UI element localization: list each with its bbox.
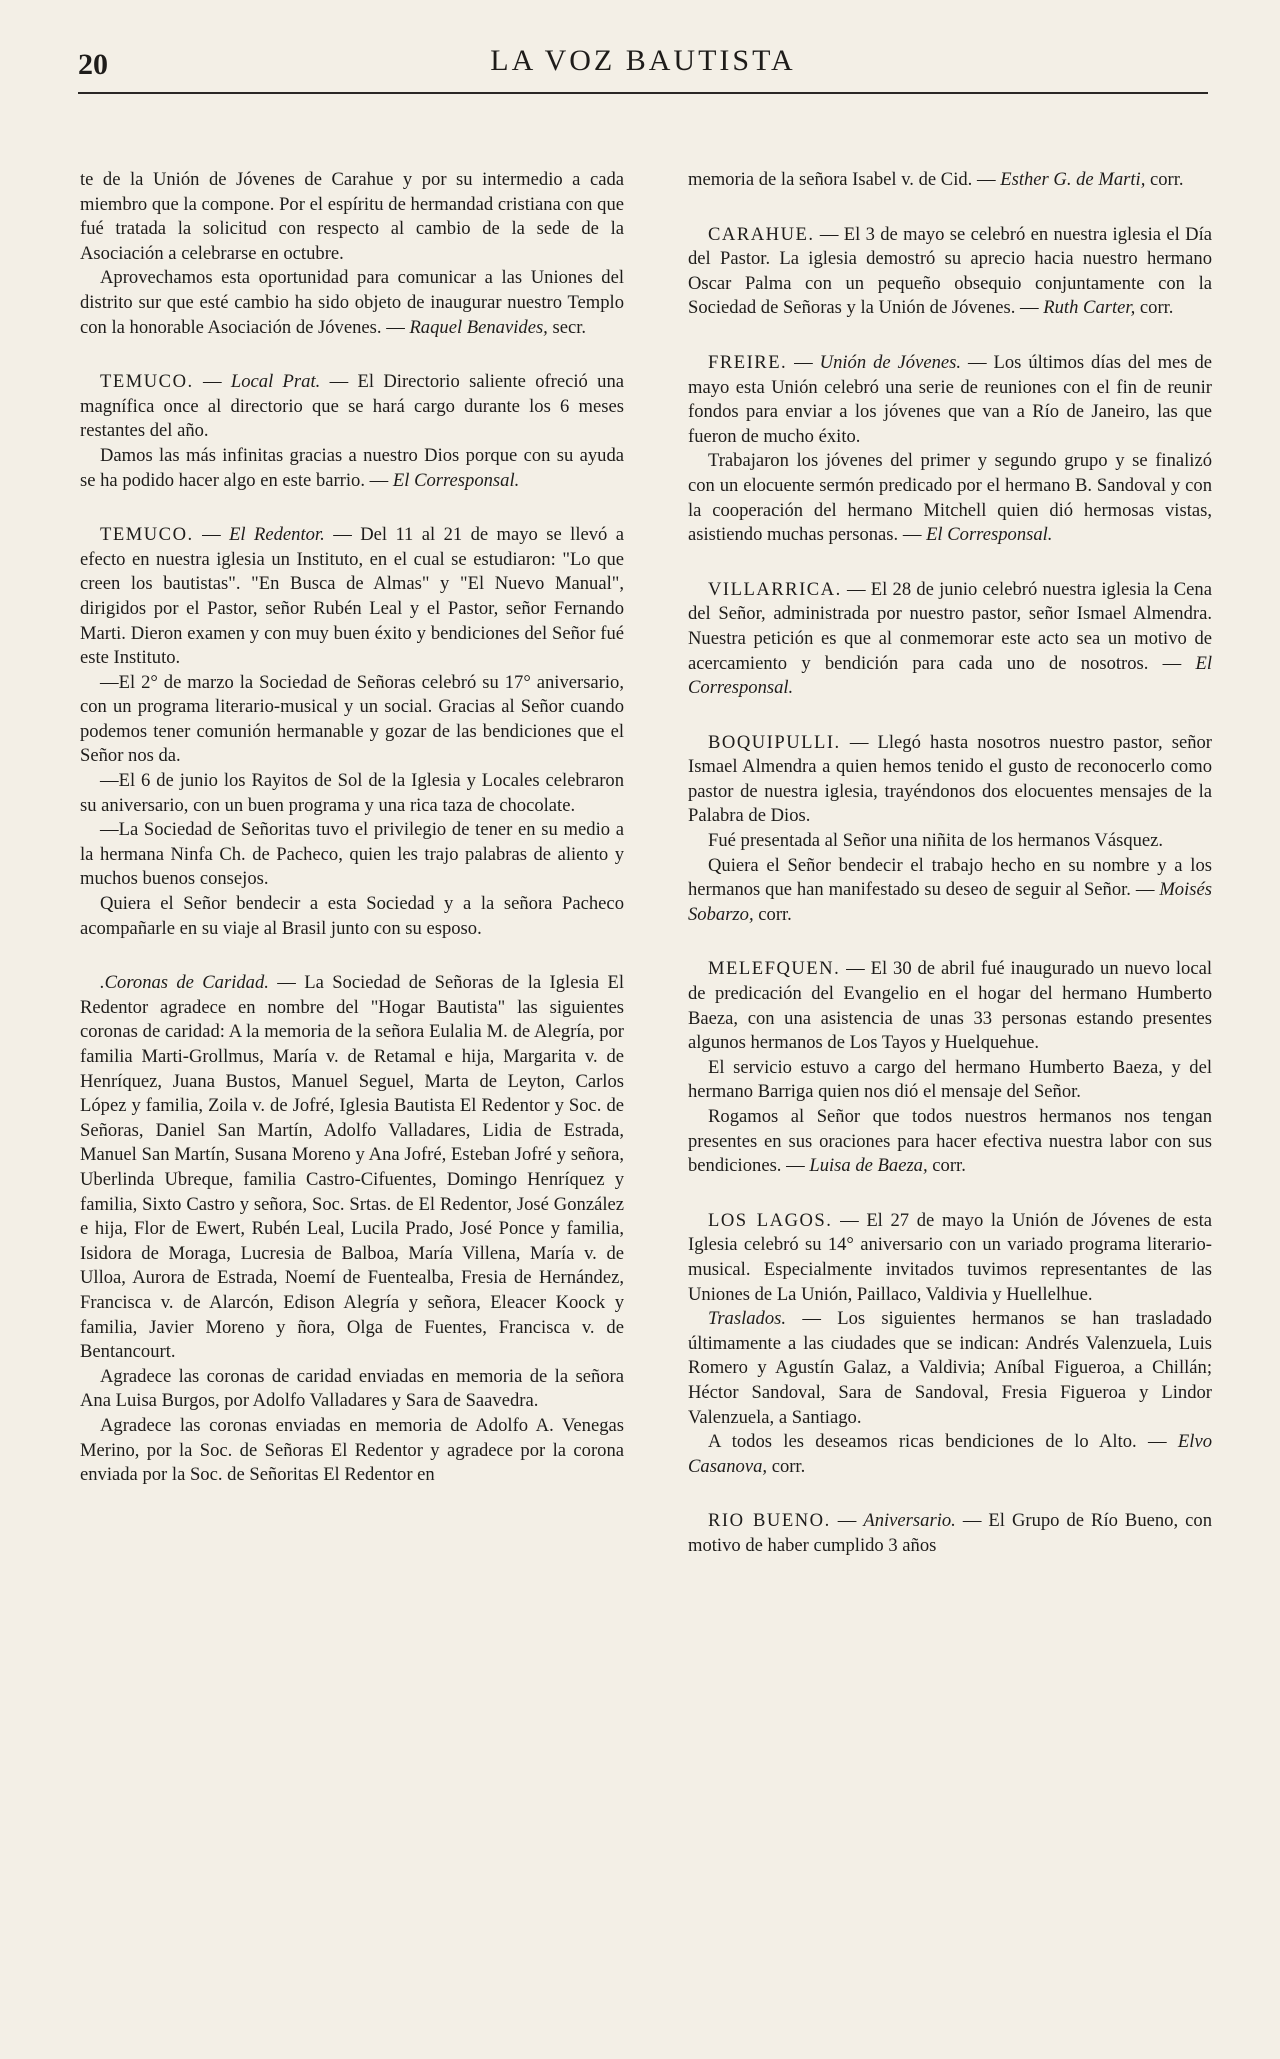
paragraph: memoria de la señora Isabel v. de Cid. — Esther G. de Marti, corr. xyxy=(688,169,1184,190)
paragraph: —El 6 de junio los Rayitos de Sol de la Iglesia y Locales celebraron su aniversario, con un buen programa y una rica taza de chocolate. xyxy=(80,770,624,816)
paragraph: Rogamos al Señor que todos nuestros hermanos nos tengan presentes en sus oraciones para hacer efectiva nuestra labor con sus bendiciones. — Luisa de Baeza, corr. xyxy=(688,1106,1212,1177)
news-item-temuco-local-prat: TEMUCO. — Local Prat. — El Directorio saliente ofreció una magnífica once al directorio que se hará cargo durante los 6 meses restantes del año. xyxy=(80,371,625,442)
paragraph: Fué presentada al Señor una niñita de los hermanos Vásquez. xyxy=(708,830,1164,852)
signature: El Corresponsal. xyxy=(392,469,520,491)
signature: Elvo Casanova, xyxy=(688,1431,1212,1477)
place-heading: CARAHUE. xyxy=(708,223,815,245)
place-heading: MELEFQUEN. xyxy=(708,958,841,980)
signature: Luisa de Baeza, xyxy=(809,1155,928,1177)
signature: Esther G. de Marti, xyxy=(1000,169,1146,190)
paragraph: te de la Unión de Jóvenes de Carahue y por su intermedio a cada miembro que la compone. Por el espíritu de hermandad cristiana con que fué tratada la solicitud con respecto al cambio de la sede de la Asociación a celebrarse en octubre. xyxy=(80,169,624,264)
right-column xyxy=(688,168,1212,1559)
left-column xyxy=(80,168,624,1488)
magazine-title: LA VOZ BAUTISTA xyxy=(490,44,796,77)
signature: Moisés Sobarzo, xyxy=(688,879,1212,925)
news-item-boquipulli: BOQUIPULLI. — Llegó hasta nosotros nuestro pastor, señor Ismael Almendra a quien hemos tenido el gusto de reconocerlo como pastor de nuestra iglesia, trayéndonos dos elocuentes mensajes de la Palabra de Dios. xyxy=(688,731,1212,827)
signature: Ruth Carter, xyxy=(1043,297,1136,319)
section-title: El Redentor. xyxy=(229,524,325,546)
signature: El Corresponsal. xyxy=(688,652,1213,699)
news-item-freire: FREIRE. — Unión de Jóvenes. — Los últimos días del mes de mayo esta Unión celebró una serie de reuniones con el fin de reunir fondos para enviar a los jóvenes que van a Río de Janeiro, las que fueron de mucho éxito. xyxy=(688,351,1212,447)
paragraph: Damos las más infinitas gracias a nuestro Dios porque con su ayuda se ha podido hacer algo en este barrio. — El Corresponsal. xyxy=(80,444,624,491)
paragraph: Trabajaron los jóvenes del primer y segundo grupo y se finalizó con un elocuente sermón predicado por el hermano B. Sandoval y con la cooperación del hermano Mitchell quien dió hermosas vistas, asistiendo muchas personas. — El Corresponsal. xyxy=(688,450,1212,546)
signature: Raquel Benavides, xyxy=(409,316,548,338)
header-rule xyxy=(78,92,1208,94)
page-header xyxy=(78,40,1208,96)
paragraph: Aprovechamos esta oportunidad para comunicar a las Uniones del distrito sur que esté cambio ha sido objeto de inaugurar nuestro Templo con la honorable Asociación de Jóvenes. — Raquel Benavides, secr. xyxy=(80,267,624,338)
signature: El Corresponsal. xyxy=(926,524,1053,546)
paragraph: Quiera el Señor bendecir a esta Sociedad y a la señora Pacheco acompañarle en su viaje al Brasil junto con su esposo. xyxy=(80,893,624,939)
place-heading: LOS LAGOS. xyxy=(708,1209,833,1231)
place-heading: TEMUCO. xyxy=(100,371,194,393)
news-item-temuco-el-redentor: TEMUCO. — El Redentor. — Del 11 al 21 de mayo se llevó a efecto en nuestra iglesia un Instituto, en el cual se estudiaron: "Lo que creen los bautistas". "En Busca de Almas" y "El Nuevo Manual", dirigidos por el Pastor, señor Rubén Leal y el Pastor, señor Fernando Marti. Dieron examen y con muy buen éxito y bendiciones del Señor fué este Instituto. xyxy=(80,524,625,669)
section-title: Aniversario. xyxy=(863,1510,956,1532)
news-item-melefquen: MELEFQUEN. — El 30 de abril fué inaugurado un nuevo local de predicación del Evangelio en el hogar del hermano Humberto Baeza, con una asistencia de unas 33 personas estando presentes algunos hermanos de Los Tayos y Huelquehue. xyxy=(688,958,1212,1054)
paragraph: —El 2° de marzo la Sociedad de Señoras celebró su 17° aniversario, con un programa literario-musical y un social. Gracias al Señor cuando podemos tener comunión hermanable y gozar de las bendiciones que el Señor nos da. xyxy=(80,671,624,767)
paragraph: Agradece las coronas enviadas en memoria de Adolfo A. Venegas Merino, por la Soc. de Señoras El Redentor y agradece por la corona enviada por la Soc. de Señoritas El Redentor en xyxy=(80,1414,624,1486)
paragraph: A todos les deseamos ricas bendiciones de lo Alto. — Elvo Casanova, corr. xyxy=(688,1431,1212,1477)
place-heading: VILLARRICA. xyxy=(708,578,842,600)
news-item-rio-bueno: RIO BUENO. — Aniversario. — El Grupo de Río Bueno, con motivo de haber cumplido 3 años xyxy=(688,1510,1212,1556)
place-heading: TEMUCO. xyxy=(100,524,194,546)
place-heading: RIO BUENO. xyxy=(708,1510,831,1532)
place-heading: FREIRE. xyxy=(708,351,788,373)
place-heading: BOQUIPULLI. xyxy=(708,731,841,753)
news-item-villarrica: VILLARRICA. — El 28 de junio celebró nuestra iglesia la Cena del Señor, administrada por nuestro pastor, señor Ismael Almendra. Nuestra petición es que al conmemorar este acto sea un motivo de acercamiento y bendición para cada uno de nosotros. — El Corresponsal. xyxy=(688,578,1213,699)
section-title: Traslados. xyxy=(708,1308,787,1330)
section-title: .Coronas de Caridad. xyxy=(100,972,269,994)
paragraph: Quiera el Señor bendecir el trabajo hecho en su nombre y a los hermanos que han manifestado su deseo de seguir al Señor. — Moisés Sobarzo, corr. xyxy=(688,854,1212,925)
paragraph: Traslados. — Los siguientes hermanos se han trasladado últimamente a las ciudades que se indican: Andrés Valenzuela, Luis Romero y Agustín Galaz, a Valdivia; Aníbal Figueroa, a Chillán; Héctor Sandoval, Sara de Sandoval, Fresia Figueroa y Lindor Valenzuela, a Santiago. xyxy=(688,1308,1212,1428)
section-title: Unión de Jóvenes. xyxy=(819,351,962,373)
news-item-coronas-de-caridad: .Coronas de Caridad. — La Sociedad de Señoras de la Iglesia El Redentor agradece en nombre del "Hogar Bautista" las siguientes coronas de caridad: A la memoria de la señora Eulalia M. de Alegría, por familia Marti-Grollmus, María v. de Retamal e hija, Margarita v. de Henríquez, Juana Bustos, Manuel Seguel, Marta de Leyton, Carlos López y familia, Zoila v. de Jofré, Iglesia Bautista El Redentor y Soc. de Señoras, Daniel San Martín, Adolfo Valladares, Lidia de Estrada, Manuel San Martín, Susana Moreno y Ana Jofré, Esteban Jofré y señora, Uberlinda Ubreque, familia Castro-Cifuentes, Domingo Henríquez y familia, Sixto Castro y señora, Soc. Srtas. de El Redentor, José González e hija, Flor de Ewert, Rubén Leal, Lucila Prado, José Ponce y familia, Isidora de Moraga, Lucresia de Balboa, María Villena, María v. de Ulloa, Aurora de Estrada, Noemí de Fuentealba, Fresia de Hernández, Francisca v. de Alarcón, Edison Alegría y señora, Eleacer Koock y familia, Javier Moreno y ñora, Olga de Fuentes, Francisca v. de Bentancourt. xyxy=(80,972,624,1363)
section-title: Local Prat. xyxy=(230,371,321,393)
news-item-los-lagos: LOS LAGOS. — El 27 de mayo la Unión de Jóvenes de esta Iglesia celebró su 14° aniversario con un variado programa literario-musical. Especialmente invitados tuvimos representantes de las Uniones de La Unión, Paillaco, Valdivia y Huellelhue. xyxy=(688,1209,1212,1305)
news-item-carahue: CARAHUE. — El 3 de mayo se celebró en nuestra iglesia el Día del Pastor. La iglesia demostró su aprecio hacia nuestro hermano Oscar Palma con un pequeño obsequio conjuntamente con la Sociedad de Señoras y la Unión de Jóvenes. — Ruth Carter, corr. xyxy=(688,223,1212,319)
paragraph: Agradece las coronas de caridad enviadas en memoria de la señora Ana Luisa Burgos, por Adolfo Valladares y Sara de Saavedra. xyxy=(80,1365,624,1412)
page-number: 20 xyxy=(78,48,108,81)
paragraph: —La Sociedad de Señoritas tuvo el privilegio de tener en su medio a la hermana Ninfa Ch. de Pacheco, quien les trajo palabras de aliento y muchos buenos consejos. xyxy=(80,819,624,890)
paragraph: El servicio estuvo a cargo del hermano Humberto Baeza, y del hermano Barriga quien nos dió el mensaje del Señor. xyxy=(688,1056,1212,1103)
